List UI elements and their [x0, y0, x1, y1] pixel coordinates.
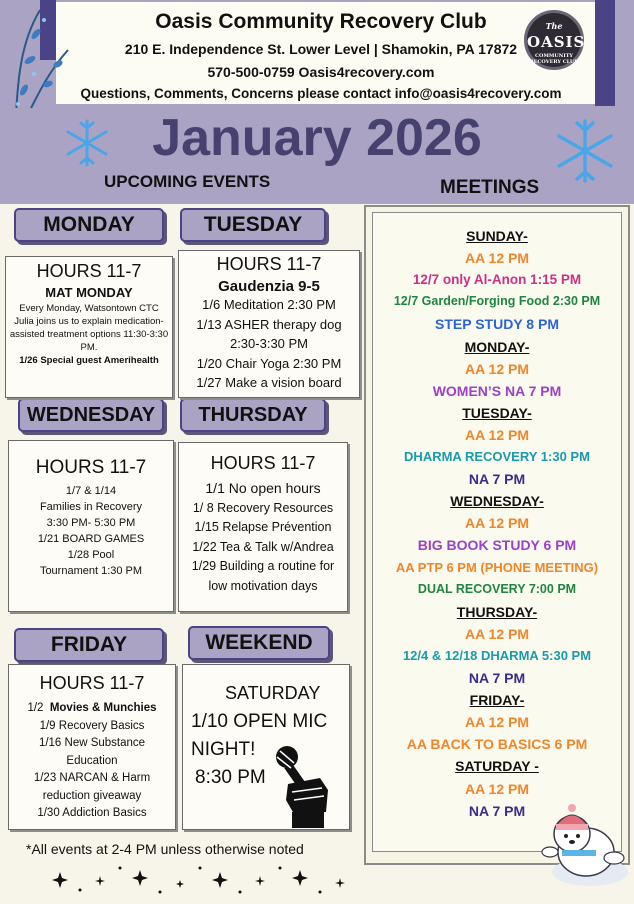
club-address: 210 E. Independence St. Lower Level | Shamokin, PA 17872: [124, 41, 518, 57]
thursday-item: 1/ 8 Recovery Resources: [192, 500, 334, 515]
polar-bear-icon: [540, 800, 632, 890]
tuesday-item: 1/6 Meditation 2:30 PM: [202, 297, 336, 312]
meeting-entry: NA 7 PM: [468, 802, 526, 819]
monday-description: Every Monday, Watsontown CTC Julia joins us to explain medication-assisted treatment options 11:30-3:30 PM.: [9, 303, 169, 353]
monday-highlight: MAT MONDAY: [45, 285, 133, 300]
thursday-item: low motivation days: [208, 578, 318, 593]
logo-main-text: OASIS: [527, 33, 586, 51]
meeting-entry: AA 12 PM: [464, 360, 530, 377]
friday-item: 1/9 Recovery Basics: [39, 719, 145, 732]
meeting-entry: AA 12 PM: [464, 515, 530, 532]
monday-hours: HOURS 11-7: [36, 261, 142, 281]
meeting-entry: AA BACK TO BASICS 6 PM: [406, 736, 588, 753]
meeting-entry: DUAL RECOVERY 7:00 PM: [417, 581, 577, 596]
monday-label: MONDAY: [14, 208, 164, 242]
meeting-day-heading: THURSDAY-: [456, 603, 538, 620]
oasis-logo: [524, 10, 584, 70]
tuesday-item: 1/20 Chair Yoga 2:30 PM: [196, 355, 342, 371]
meeting-day-heading: MONDAY-: [464, 338, 530, 355]
thursday-item: 1/15 Relapse Prévention: [194, 520, 332, 534]
thursday-box: [178, 442, 348, 612]
wednesday-item: Tournament 1:30 PM: [39, 565, 143, 577]
wednesday-item: 1/21 BOARD GAMES: [37, 533, 145, 545]
meeting-day-heading: TUESDAY-: [462, 404, 532, 421]
wednesday-item: 1/28 Pool: [67, 549, 115, 561]
monday-box: [5, 256, 173, 398]
meeting-entry: BIG BOOK STUDY 6 PM: [417, 537, 577, 554]
tuesday-box: [178, 250, 360, 398]
club-phone-website: 570-500-0759 Oasis4recovery.com: [207, 64, 435, 80]
tuesday-highlight: Gaudenzia 9-5: [218, 278, 320, 295]
friday-label: FRIDAY: [14, 628, 164, 662]
friday-item: 1/23 NARCAN & Harm: [33, 772, 151, 784]
tuesday-item: 2:30-3:30 PM: [229, 336, 309, 351]
meeting-entry: 12/7 only Al-Anon 1:15 PM: [412, 272, 582, 288]
tuesday-label: TUESDAY: [180, 208, 326, 242]
meeting-entry: 12/7 Garden/Forging Food 2:30 PM: [393, 294, 601, 309]
meeting-entry: AA 12 PM: [464, 625, 530, 642]
month-title: January 2026: [152, 109, 482, 167]
meeting-entry: 12/4 & 12/18 DHARMA 5:30 PM: [402, 647, 592, 663]
monday-special: 1/26 Special guest Amerihealth: [19, 355, 159, 366]
wednesday-item: 1/7 & 1/14: [65, 485, 117, 497]
meeting-entry: AA PTP 6 PM (PHONE MEETING): [395, 559, 599, 575]
logo-small-text: The: [545, 21, 563, 31]
meetings-label: MEETINGS: [440, 177, 540, 198]
microphone-fist-icon: [270, 744, 336, 828]
tuesday-item: 1/13 ASHER therapy dog: [196, 316, 342, 332]
wednesday-box: [8, 440, 174, 612]
weekend-item: NIGHT!: [191, 739, 256, 760]
tuesday-item: 1/27 Make a vision board: [196, 375, 342, 390]
club-name: Oasis Community Recovery Club: [155, 10, 487, 33]
thursday-label: THURSDAY: [180, 398, 326, 432]
meeting-day-heading: SUNDAY-: [466, 228, 528, 244]
tuesday-hours: HOURS 11-7: [216, 254, 322, 274]
wednesday-item: 3:30 PM- 5:30 PM: [46, 517, 136, 529]
thursday-item: 1/29 Building a routine for: [191, 559, 335, 573]
meeting-entry: DHARMA RECOVERY 1:30 PM: [404, 449, 590, 464]
meeting-day-heading: SATURDAY -: [455, 758, 539, 775]
wednesday-hours: HOURS 11-7: [35, 457, 147, 478]
weekend-label: WEEKEND: [188, 626, 330, 660]
weekend-item: SATURDAY: [225, 683, 321, 703]
meeting-entry: AA 12 PM: [464, 250, 530, 267]
meeting-day-heading: WEDNESDAY-: [450, 493, 544, 510]
friday-item: 1/30 Addiction Basics: [37, 807, 147, 819]
friday-item: reduction giveaway: [42, 789, 142, 802]
meeting-entry: AA 12 PM: [464, 426, 530, 443]
thursday-item: 1/22 Tea & Talk w/Andrea: [192, 539, 334, 554]
meeting-entry: AA 12 PM: [464, 714, 530, 731]
logo-sub-text: COMMUNITY RECOVERY CLUB: [529, 53, 579, 65]
thursday-item: 1/1 No open hours: [205, 480, 321, 496]
meeting-entry: AA 12 PM: [464, 780, 530, 797]
friday-hours: HOURS 11-7: [39, 673, 145, 693]
wednesday-label: WEDNESDAY: [18, 398, 164, 432]
meeting-entry: NA 7 PM: [468, 670, 526, 686]
friday-box: [8, 664, 176, 830]
meeting-entry: NA 7 PM: [468, 471, 526, 488]
header-accent-stripe-right: [595, 0, 615, 106]
meeting-entry: STEP STUDY 8 PM: [435, 316, 559, 333]
friday-item: 1/16 New Substance: [38, 737, 146, 749]
sparkle-decoration-icon: [40, 862, 360, 898]
footnote: *All events at 2-4 PM unless otherwise noted: [26, 841, 304, 857]
weekend-item: 1/10 OPEN MIC: [191, 711, 328, 732]
friday-first-event: Movies & Munchies: [49, 702, 157, 714]
friday-item: Education: [66, 754, 118, 767]
friday-first-date: 1/2: [27, 702, 44, 714]
meeting-entry: WOMEN’S NA 7 PM: [432, 382, 562, 399]
thursday-hours: HOURS 11-7: [210, 453, 316, 473]
wednesday-item: Families in Recovery: [39, 501, 143, 513]
club-contact-line: Questions, Comments, Concerns please contact info@oasis4recovery.com: [80, 86, 562, 101]
meeting-day-heading: FRIDAY-: [469, 692, 525, 709]
weekend-item: 8:30 PM: [195, 767, 266, 788]
upcoming-events-label: UPCOMING EVENTS: [104, 172, 271, 191]
